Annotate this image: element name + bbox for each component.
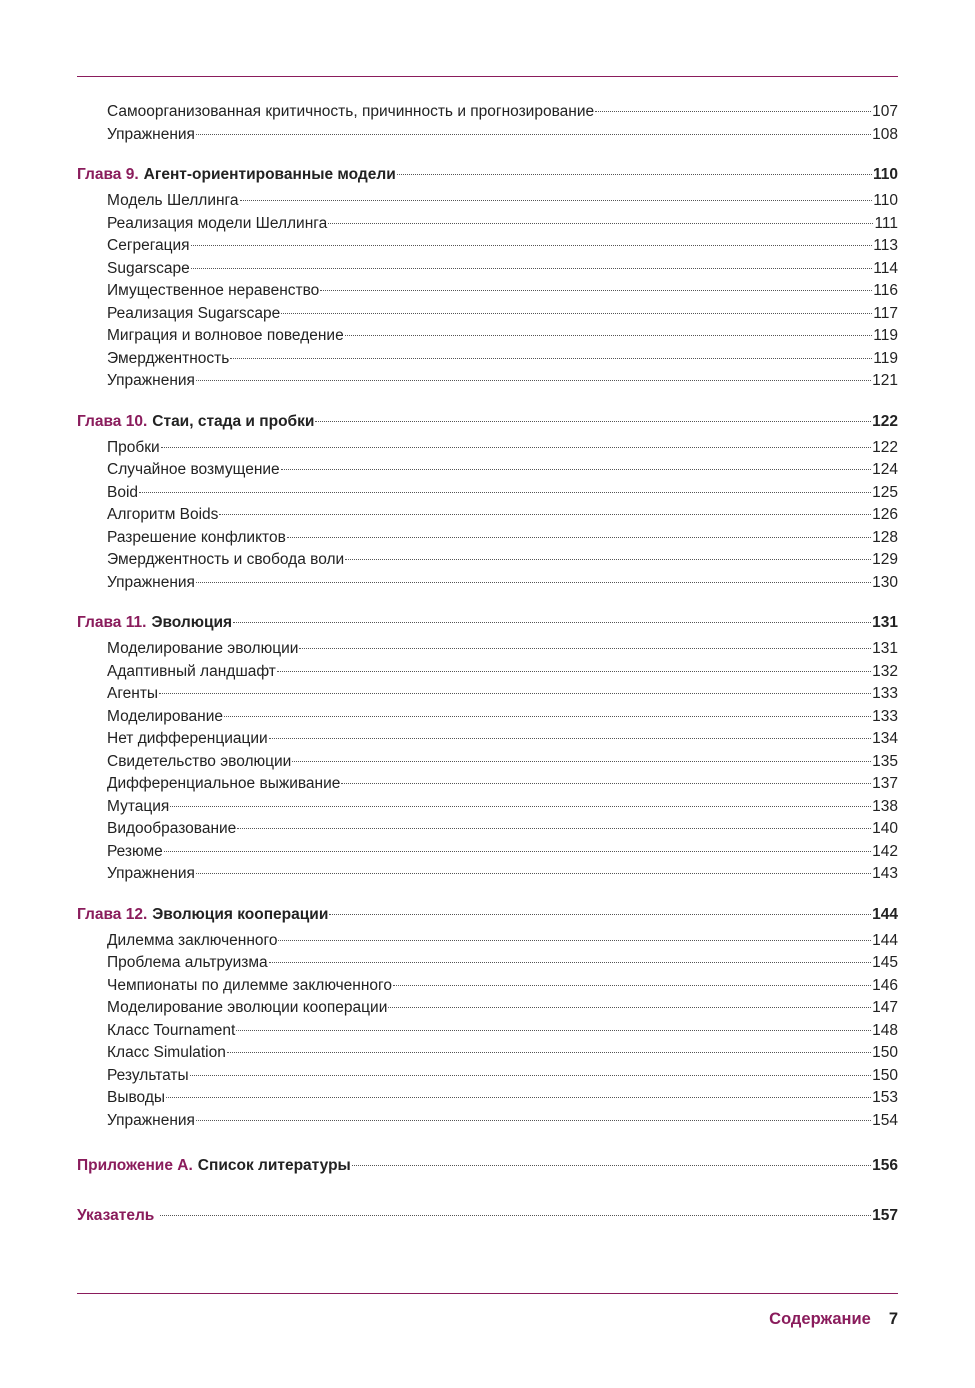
toc-entry-page: 130 — [872, 573, 898, 591]
toc-entry-title: Моделирование эволюции — [107, 640, 299, 657]
dot-leader — [191, 244, 873, 246]
toc-entry-title: Мутация — [107, 797, 170, 815]
dot-leader — [237, 827, 871, 829]
toc-entry-title: Свидетельство эволюции — [107, 752, 292, 770]
toc-entry-page: 125 — [872, 483, 898, 501]
toc-entry[interactable] — [77, 504, 898, 527]
toc-entry[interactable] — [77, 638, 898, 661]
toc-entry-page: 111 — [874, 214, 898, 232]
dot-leader — [196, 379, 871, 381]
dot-leader — [196, 1119, 871, 1121]
dot-leader — [345, 334, 873, 336]
dot-leader — [190, 1074, 871, 1076]
toc-entry-page: 148 — [872, 1021, 898, 1039]
dot-leader — [159, 692, 871, 694]
dot-leader — [315, 420, 871, 422]
top-rule — [77, 76, 898, 77]
index-label: Указатель — [77, 1207, 155, 1224]
chapter-label: Глава 9. — [77, 166, 139, 183]
toc-entry-page: 133 — [872, 685, 898, 702]
toc-entry-page: 134 — [872, 730, 898, 747]
toc-entry-title: Упражнения — [107, 125, 195, 143]
dot-leader — [281, 468, 871, 470]
toc-entry[interactable] — [77, 527, 898, 550]
toc-entry[interactable] — [77, 728, 898, 751]
toc-entry-page: 150 — [872, 1066, 898, 1084]
chapter-heading[interactable] — [77, 611, 898, 635]
dot-leader — [393, 984, 871, 986]
chapter-title: Агент-ориентированные модели — [143, 166, 396, 183]
toc-entry-page: 142 — [872, 842, 898, 860]
toc-entry-title: Эмерджентность — [107, 349, 230, 367]
chapter-page: 110 — [872, 166, 898, 183]
toc-entry-title: Sugarscape — [107, 259, 190, 277]
footer-section-title: Содержание — [769, 1310, 871, 1328]
index-page: 157 — [872, 1207, 898, 1224]
toc-entry-title: Алгоритм Boids — [107, 506, 219, 523]
toc-entry-page: 124 — [872, 461, 898, 478]
dot-leader — [277, 670, 871, 672]
toc-entry-page: 146 — [872, 976, 898, 994]
dot-leader — [328, 222, 873, 224]
chapter-label: Глава 10. — [77, 412, 148, 430]
toc-entry-page: 144 — [872, 931, 898, 949]
toc-entry-title: Пробки — [107, 438, 160, 456]
toc-entry-title: Нет дифференциации — [107, 730, 268, 747]
toc-entry-page: 154 — [872, 1111, 898, 1129]
toc-entry[interactable] — [77, 101, 898, 124]
toc-entry[interactable] — [77, 549, 898, 572]
toc-entry[interactable] — [77, 459, 898, 482]
toc-entry-page: 143 — [872, 865, 898, 882]
toc-entry[interactable] — [77, 258, 898, 281]
toc-entry[interactable] — [77, 437, 898, 460]
appendix-page: 156 — [872, 1157, 898, 1174]
toc-entry[interactable] — [77, 751, 898, 774]
chapter-label: Глава 11. — [77, 614, 147, 631]
dot-leader — [227, 1051, 871, 1053]
dot-leader — [269, 737, 871, 739]
toc-entry-page: 133 — [872, 707, 898, 725]
toc-entry-title: Резюме — [107, 842, 163, 860]
toc-entry-title: Класс Simulation — [107, 1044, 226, 1061]
toc-entry-page: 128 — [872, 528, 898, 546]
dot-leader — [345, 558, 871, 560]
toc-entry-title: Класс Tournament — [107, 1021, 236, 1039]
toc-entry[interactable] — [77, 190, 898, 213]
toc-entry[interactable] — [77, 1020, 898, 1043]
chapter-page: 122 — [872, 412, 898, 430]
toc-entry-page: 137 — [872, 775, 898, 792]
dot-leader — [299, 647, 871, 649]
dot-leader — [161, 446, 871, 448]
chapter-label: Глава 12. — [77, 905, 148, 923]
chapter-title: Эволюция кооперации — [152, 905, 329, 923]
toc-entry-title: Сегрегация — [107, 237, 190, 254]
dot-leader — [397, 173, 872, 175]
toc-entry-title: Модель Шеллинга — [107, 192, 239, 209]
dot-leader — [166, 1096, 871, 1098]
toc-entry[interactable] — [77, 348, 898, 371]
appendix-heading[interactable] — [77, 1154, 898, 1178]
dot-leader — [160, 1214, 871, 1216]
dot-leader — [230, 357, 872, 359]
toc-entry-page: 107 — [872, 103, 898, 120]
toc-entry[interactable] — [77, 280, 898, 303]
toc-entry[interactable] — [77, 1110, 898, 1133]
toc-entry[interactable] — [77, 303, 898, 326]
toc-entry-title: Реализация модели Шеллинга — [107, 214, 328, 232]
dot-leader — [219, 513, 871, 515]
toc-entry-title: Имущественное неравенство — [107, 282, 320, 299]
toc-entry-title: Разрешение конфликтов — [107, 528, 286, 546]
dot-leader — [240, 199, 873, 201]
toc-entry-page: 153 — [872, 1089, 898, 1106]
toc-entry[interactable] — [77, 863, 898, 886]
toc-entry-title: Моделирование — [107, 707, 223, 725]
toc-entry-title: Проблема альтруизма — [107, 954, 268, 971]
chapter-title: Эволюция — [151, 614, 233, 631]
appendix-label: Приложение А. — [77, 1157, 193, 1174]
dot-leader — [196, 133, 871, 135]
toc-entry[interactable] — [77, 818, 898, 841]
dot-leader — [281, 312, 872, 314]
dot-leader — [287, 536, 871, 538]
toc-entry[interactable] — [77, 773, 898, 796]
toc-entry[interactable] — [77, 706, 898, 729]
toc-entry-title: Дилемма заключенного — [107, 931, 278, 949]
toc-entry-title: Адаптивный ландшафт — [107, 662, 276, 680]
toc-entry-title: Результаты — [107, 1066, 189, 1084]
toc-entry-page: 135 — [872, 752, 898, 770]
toc-entry-page: 150 — [872, 1044, 898, 1061]
toc-entry-title: Чемпионаты по дилемме заключенного — [107, 976, 392, 994]
dot-leader — [352, 1164, 871, 1166]
toc-entry[interactable] — [77, 325, 898, 348]
toc-entry-title: Упражнения — [107, 573, 195, 591]
toc-entry-page: 110 — [873, 192, 898, 209]
toc-entry-title: Миграция и волновое поведение — [107, 327, 344, 344]
toc-entry-title: Boid — [107, 483, 139, 501]
page-number: 7 — [888, 1310, 898, 1328]
dot-leader — [595, 110, 871, 112]
toc-entry[interactable] — [77, 661, 898, 684]
toc-entry-title: Эмерджентность и свобода воли — [107, 551, 345, 568]
chapter-title: Стаи, стада и пробки — [152, 412, 315, 430]
dot-leader — [388, 1006, 871, 1008]
toc-entry[interactable] — [77, 796, 898, 819]
toc-entry[interactable] — [77, 572, 898, 595]
toc-entry[interactable] — [77, 370, 898, 393]
chapter-heading[interactable] — [77, 903, 898, 927]
dot-leader — [233, 621, 871, 623]
toc-entry-title: Случайное возмущение — [107, 461, 280, 478]
toc-entry[interactable] — [77, 975, 898, 998]
index-heading[interactable] — [77, 1204, 898, 1228]
toc-entry-page: 108 — [872, 125, 898, 143]
page-footer — [769, 1310, 898, 1329]
toc-entry-page: 113 — [873, 237, 898, 254]
toc-entry-page: 114 — [873, 259, 898, 277]
toc-entry[interactable] — [77, 213, 898, 236]
dot-leader — [329, 913, 871, 915]
toc-entry[interactable] — [77, 1042, 898, 1065]
toc-entry-title: Выводы — [107, 1089, 166, 1106]
dot-leader — [292, 760, 871, 762]
toc-entry-title: Упражнения — [107, 372, 195, 389]
toc-entry[interactable] — [77, 997, 898, 1020]
toc-entry[interactable] — [77, 1065, 898, 1088]
dot-leader — [341, 782, 871, 784]
chapter-heading[interactable] — [77, 410, 898, 434]
toc-entry[interactable] — [77, 841, 898, 864]
toc-entry-page: 122 — [872, 438, 898, 456]
toc-entry-page: 138 — [872, 797, 898, 815]
dot-leader — [320, 289, 872, 291]
dot-leader — [278, 939, 871, 941]
toc-entry-title: Дифференциальное выживание — [107, 775, 341, 792]
dot-leader — [196, 872, 871, 874]
toc-entry-title: Реализация Sugarscape — [107, 304, 281, 322]
toc-entry-title: Агенты — [107, 685, 159, 702]
toc-entry-title: Упражнения — [107, 1111, 195, 1129]
dot-leader — [224, 715, 871, 717]
dot-leader — [191, 267, 873, 269]
dot-leader — [196, 581, 871, 583]
toc-entry[interactable] — [77, 952, 898, 975]
dot-leader — [236, 1029, 871, 1031]
dot-leader — [170, 805, 871, 807]
toc-entry[interactable] — [77, 683, 898, 706]
dot-leader — [164, 850, 871, 852]
toc-entry-page: 116 — [873, 282, 898, 299]
toc-entry-page: 117 — [873, 304, 898, 322]
appendix-title: Список литературы — [197, 1157, 351, 1174]
toc-entry[interactable] — [77, 235, 898, 258]
toc-entry-title: Самоорганизованная критичность, причинность и прогнозирование — [107, 103, 595, 120]
bottom-rule — [77, 1293, 898, 1294]
toc-entry[interactable] — [77, 482, 898, 505]
toc-entry-page: 126 — [872, 506, 898, 523]
toc-entry-page: 132 — [872, 662, 898, 680]
toc-entry-page: 121 — [872, 372, 898, 389]
dot-leader — [139, 491, 871, 493]
chapter-heading[interactable] — [77, 163, 898, 187]
toc-entry-page: 119 — [873, 349, 898, 367]
toc-entry-page: 145 — [872, 954, 898, 971]
table-of-contents — [77, 101, 898, 1231]
toc-entry-title: Видообразование — [107, 820, 237, 837]
toc-entry[interactable] — [77, 1087, 898, 1110]
toc-entry-title: Упражнения — [107, 865, 195, 882]
toc-entry-page: 140 — [872, 820, 898, 837]
chapter-page: 131 — [872, 614, 898, 631]
toc-entry-page: 119 — [873, 327, 898, 344]
toc-entry-page: 129 — [872, 551, 898, 568]
toc-entry-page: 147 — [872, 999, 898, 1016]
toc-entry-page: 131 — [872, 640, 898, 657]
chapter-page: 144 — [872, 905, 898, 923]
dot-leader — [269, 961, 871, 963]
toc-entry[interactable] — [77, 124, 898, 147]
toc-entry[interactable] — [77, 930, 898, 953]
toc-entry-title: Моделирование эволюции кооперации — [107, 999, 388, 1016]
